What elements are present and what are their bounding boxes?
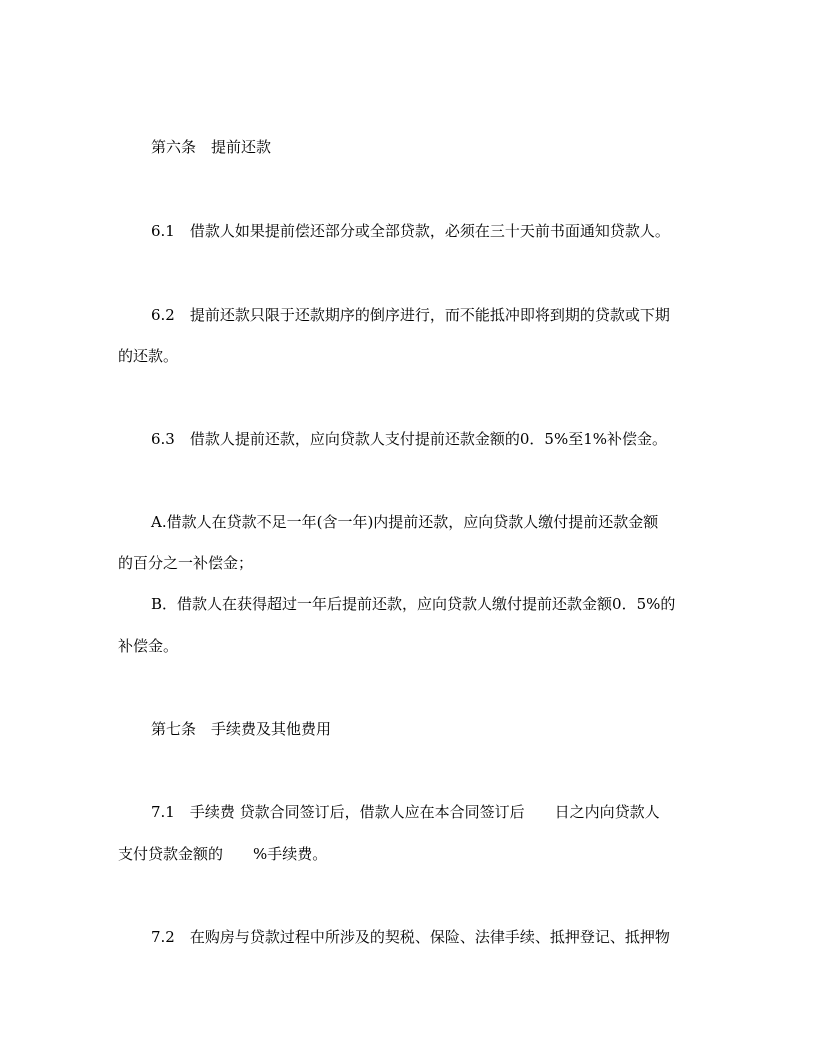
clause-b-line-1: B．借款人在获得超过一年后提前还款，应向贷款人缴付提前还款金额0．5%的 [151, 595, 676, 613]
clause-7-2-line-1: 7.2 在购房与贷款过程中所涉及的契税、保险、法律手续、抵押登记、抵押物 [151, 928, 670, 946]
clause-b-line-2: 补偿金。 [118, 637, 179, 655]
clause-6-2-line-1: 6.2 提前还款只限于还款期序的倒序进行，而不能抵冲即将到期的贷款或下期 [151, 306, 670, 324]
clause-6-1: 6.1 借款人如果提前偿还部分或全部贷款，必须在三十天前书面通知贷款人。 [151, 222, 670, 240]
clause-a-line-1: A.借款人在贷款不足一年(含一年)内提前还款，应向贷款人缴付提前还款金额 [151, 513, 659, 531]
clause-6-2-line-2: 的还款。 [118, 347, 179, 365]
clause-7-1-line-1: 7.1 手续费 贷款合同签订后，借款人应在本合同签订后 日之内向贷款人 [151, 803, 660, 821]
clause-a-line-2: 的百分之一补偿金； [118, 554, 254, 572]
article-6-heading: 第六条 提前还款 [151, 138, 272, 156]
clause-7-1-line-2: 支付贷款金额的 %手续费。 [118, 845, 328, 863]
clause-6-3: 6.3 借款人提前还款，应向贷款人支付提前还款金额的0．5%至1%补偿金。 [151, 430, 667, 448]
article-7-heading: 第七条 手续费及其他费用 [151, 720, 332, 738]
